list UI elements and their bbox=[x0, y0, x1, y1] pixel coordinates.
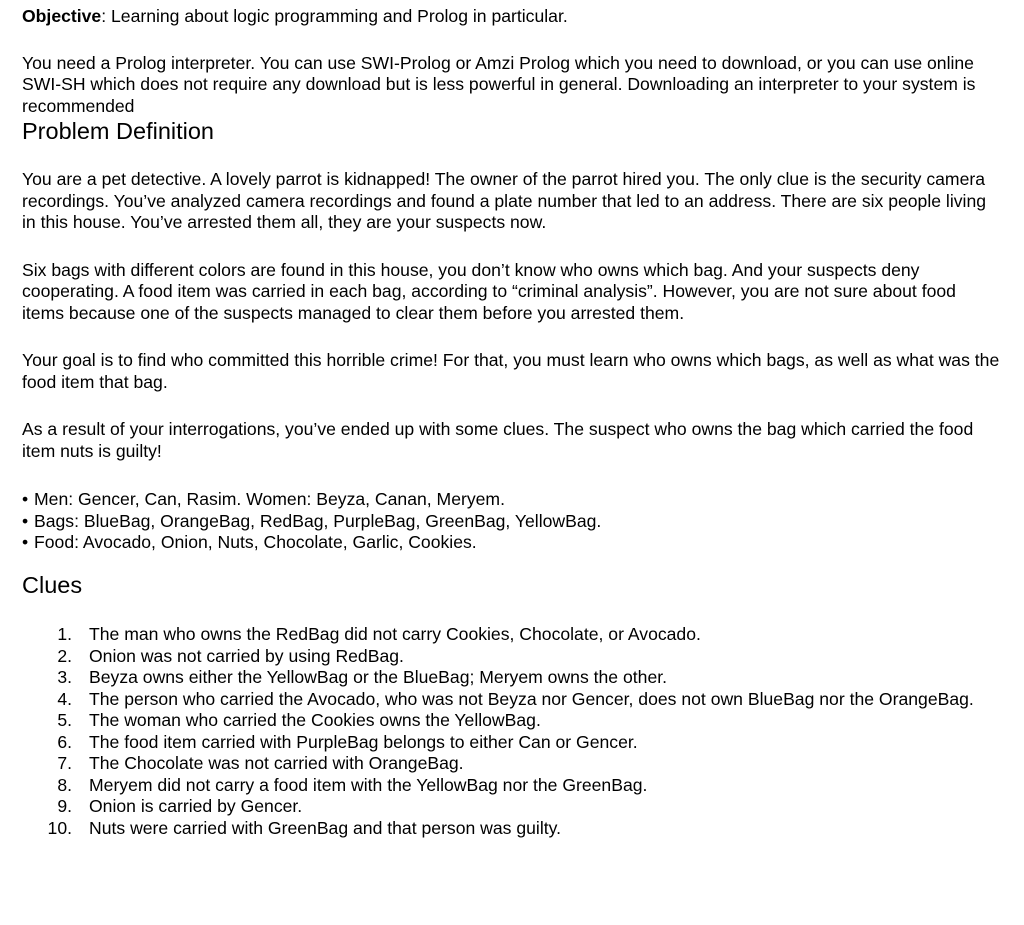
clue-text: Meryem did not carry a food item with the YellowBag nor the GreenBag. bbox=[89, 774, 648, 795]
clue-item bbox=[22, 732, 1002, 754]
clue-number: 2. bbox=[57, 645, 72, 666]
objective-text: : Learning about logic programming and Prolog in particular. bbox=[101, 6, 568, 26]
clue-text: The man who owns the RedBag did not carry Cookies, Chocolate, or Avocado. bbox=[89, 624, 701, 645]
clue-text: Nuts were carried with GreenBag and that person was guilty. bbox=[89, 817, 562, 838]
clue-text: The woman who carried the Cookies owns the YellowBag. bbox=[89, 710, 541, 731]
bullet: • bbox=[22, 532, 29, 552]
document bbox=[22, 6, 1002, 839]
clue-number: 10. bbox=[47, 817, 72, 838]
facts-list-item bbox=[22, 511, 1002, 533]
problem-definition-heading: Problem Definition bbox=[22, 118, 215, 144]
bullet: • bbox=[22, 510, 29, 531]
story-paragraph: As a result of your interrogations, you’ve ended up with some clues. The suspect who owns the bag which carried the food item nuts is guilty! bbox=[22, 419, 974, 461]
clue-text: Beyza owns either the YellowBag or the BlueBag; Meryem owns the other. bbox=[89, 667, 667, 688]
clue-item bbox=[22, 796, 1002, 818]
fact-text: Bags: BlueBag, OrangeBag, RedBag, PurpleBag, GreenBag, YellowBag. bbox=[34, 510, 602, 531]
clue-number: 6. bbox=[57, 731, 72, 752]
clue-item bbox=[22, 667, 1002, 689]
clue-number: 8. bbox=[57, 774, 72, 795]
clue-number: 9. bbox=[57, 796, 72, 817]
facts-list-item bbox=[22, 489, 1002, 511]
clue-item bbox=[22, 818, 1002, 840]
story-paragraph: Six bags with different colors are found in this house, you don’t know who owns which bag. And your suspects deny cooperating. A food item was carried in each bag, according to “criminal analysis”. However, you are not sure about food items because one of the suspects managed to clear them before you arrested them. bbox=[22, 259, 956, 323]
clue-text: The person who carried the Avocado, who was not Beyza nor Gencer, does not own BlueBag nor the OrangeBag. bbox=[89, 688, 974, 709]
clue-number: 1. bbox=[57, 624, 72, 645]
objective-label: Objective bbox=[22, 6, 102, 26]
clue-number: 5. bbox=[57, 710, 72, 731]
objective-line bbox=[22, 6, 1002, 28]
fact-text: Men: Gencer, Can, Rasim. Women: Beyza, Canan, Meryem. bbox=[34, 489, 505, 509]
clue-number: 7. bbox=[57, 753, 72, 774]
facts-list-item bbox=[22, 532, 1002, 554]
clue-number: 4. bbox=[57, 688, 72, 709]
clues-list bbox=[22, 624, 1002, 839]
clue-text: The Chocolate was not carried with OrangeBag. bbox=[89, 753, 464, 774]
clue-text: The food item carried with PurpleBag belongs to either Can or Gencer. bbox=[89, 731, 638, 752]
fact-text: Food: Avocado, Onion, Nuts, Chocolate, Garlic, Cookies. bbox=[34, 532, 477, 552]
clue-item bbox=[22, 753, 1002, 775]
clue-item bbox=[22, 689, 1002, 711]
clue-number: 3. bbox=[57, 667, 72, 688]
clue-item bbox=[22, 775, 1002, 797]
story-paragraph: You are a pet detective. A lovely parrot is kidnapped! The owner of the parrot hired you. The only clue is the security camera recordings. You’ve analyzed camera recordings and found a plate number that led to an address. There are six people living in this house. You’ve arrested them all, they are your suspects now. bbox=[22, 169, 987, 232]
bullet: • bbox=[22, 489, 29, 509]
clue-item bbox=[22, 646, 1002, 668]
clues-heading: Clues bbox=[22, 572, 83, 599]
clue-text: Onion was not carried by using RedBag. bbox=[89, 645, 404, 666]
facts-list bbox=[22, 489, 1002, 554]
story-paragraph: Your goal is to find who committed this horrible crime! For that, you must learn who owns which bags, as well as what was the food item that bag. bbox=[22, 350, 1000, 392]
clue-item bbox=[22, 624, 1002, 646]
intro-paragraph: You need a Prolog interpreter. You can use SWI-Prolog or Amzi Prolog which you need to download, or you can use online SWI-SH which does not require any download but is less powerful in general. Downloading an interpreter to your system is recommended bbox=[22, 52, 976, 116]
clue-item bbox=[22, 710, 1002, 732]
clue-text: Onion is carried by Gencer. bbox=[89, 796, 303, 817]
